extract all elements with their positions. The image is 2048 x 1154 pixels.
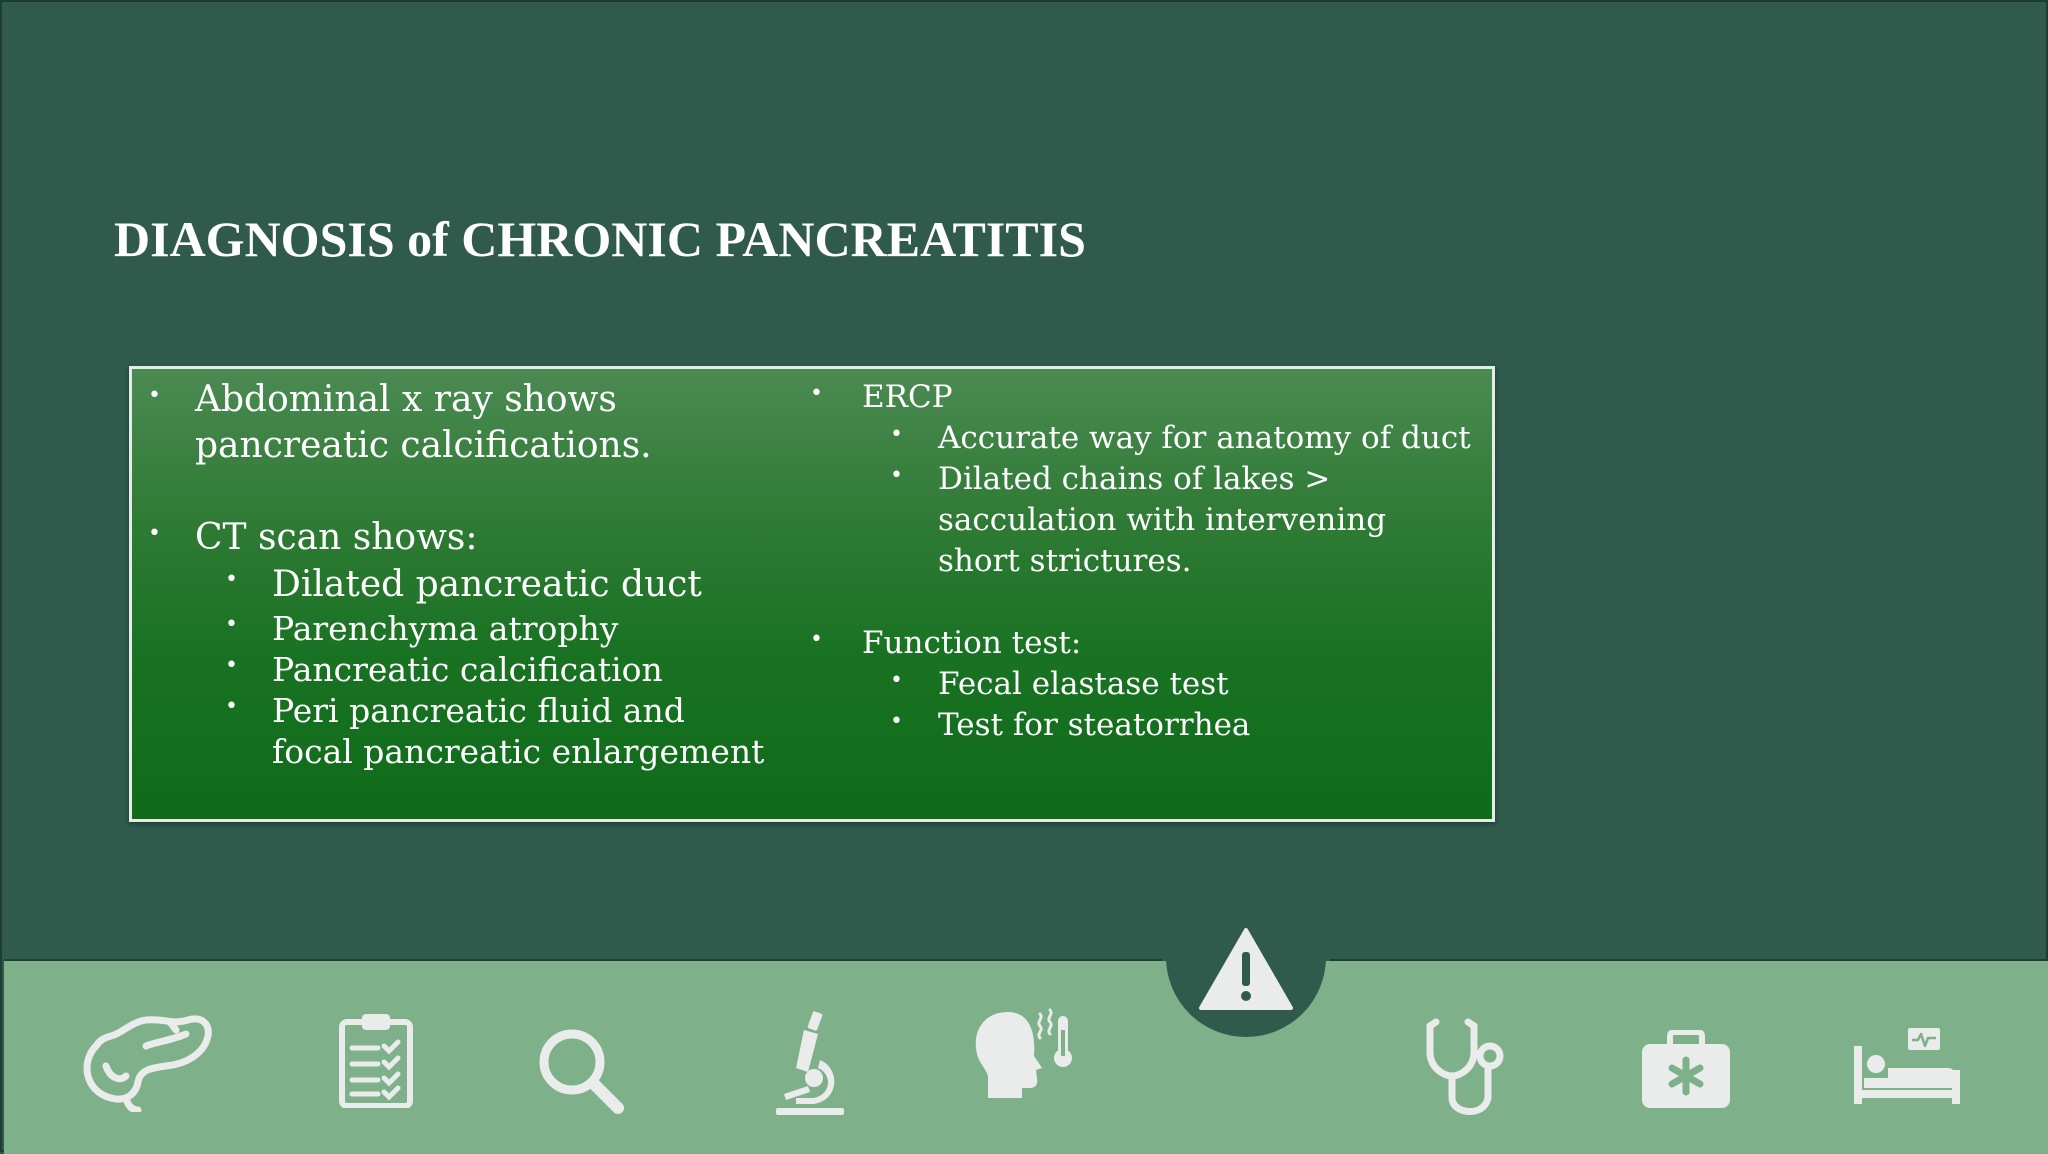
bullet-marker: • (810, 381, 823, 406)
head-fever-icon[interactable] (974, 1008, 1076, 1100)
sub-bullet-text: Dilated chains of lakes > sacculation with intervening short strictures. (938, 461, 1387, 579)
magnifier-icon[interactable] (536, 1026, 626, 1116)
hospital-bed-icon[interactable] (1852, 1026, 1962, 1106)
sub-bullet-text: Peri pancreatic fluid and focal pancreatic enlargement (272, 691, 765, 771)
bullet-text: Abdominal x ray shows pancreatic calcifications. (195, 379, 652, 466)
list-item (132, 377, 812, 469)
sub-list-item (132, 690, 812, 772)
sub-bullet-text: Test for steatorrhea (938, 707, 1251, 743)
bullet-marker: • (225, 694, 238, 719)
clipboard-checklist-icon[interactable] (338, 1012, 414, 1108)
sub-bullet-text: Dilated pancreatic duct (272, 564, 702, 605)
bullet-marker: • (890, 668, 903, 693)
pancreas-icon[interactable] (76, 1006, 216, 1112)
sub-list-item (132, 649, 812, 690)
list-item (132, 515, 812, 561)
sub-list-item (814, 418, 1498, 459)
sub-bullet-text: Parenchyma atrophy (272, 609, 619, 648)
sub-list-item (814, 664, 1498, 705)
sub-list-item (132, 563, 812, 607)
bullet-marker: • (148, 383, 161, 408)
bullet-marker: • (890, 709, 903, 734)
sub-bullet-text: Accurate way for anatomy of duct (938, 420, 1471, 456)
stethoscope-icon[interactable] (1422, 1016, 1512, 1122)
microscope-icon[interactable] (774, 1010, 846, 1116)
content-box (129, 366, 1495, 822)
bullet-marker: • (225, 653, 238, 678)
list-item (810, 377, 1498, 418)
sub-bullet-text: Pancreatic calcification (272, 650, 663, 689)
bullet-text: CT scan shows: (195, 517, 478, 558)
warning-icon[interactable] (1198, 926, 1294, 1012)
sub-list-item (814, 459, 1498, 582)
sub-list-item (814, 705, 1498, 746)
bullet-marker: • (148, 521, 161, 546)
list-item (810, 623, 1498, 664)
bullet-marker: • (225, 612, 238, 637)
medical-kit-icon[interactable] (1640, 1030, 1732, 1110)
sub-bullet-text: Fecal elastase test (938, 666, 1229, 702)
bullet-marker: • (810, 627, 823, 652)
page-title: DIAGNOSIS of CHRONIC PANCREATITIS (114, 211, 1086, 267)
bullet-marker: • (890, 422, 903, 447)
bullet-text: ERCP (862, 379, 953, 415)
bullet-marker: • (225, 567, 238, 592)
bullet-text: Function test: (862, 625, 1082, 661)
sub-list-item (132, 608, 812, 649)
bullet-marker: • (890, 463, 903, 488)
